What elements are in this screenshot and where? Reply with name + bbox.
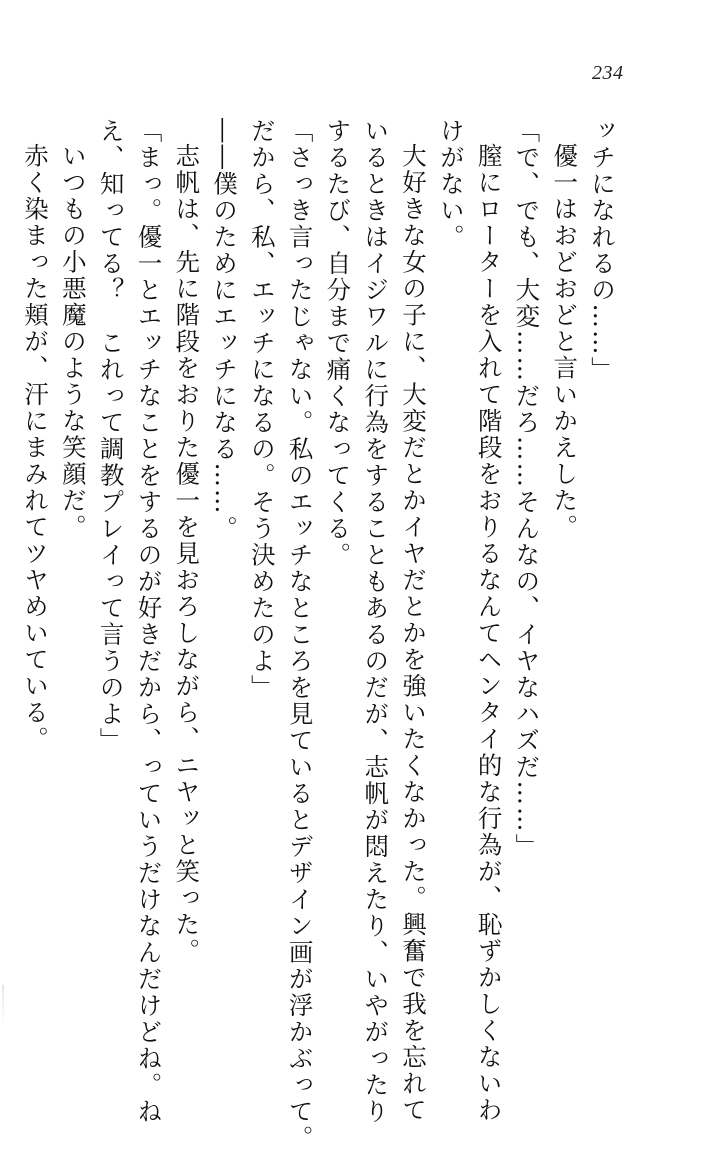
text-line: 「さっき言ったじゃない。私のエッチなところを見ているとデザイン画が浮かぶって。 [285,118,315,1152]
vertical-text-body [16,118,621,1152]
text-line: 「で、でも、大変……だろ……そんなの、イヤなハズだ……」 [512,118,542,860]
text-line: するたび、自分まで痛くなってくる。 [323,118,353,569]
text-line: いるときはイジワルに行為をすることもあるのだが、志帆が悶えたり、いやがったり [361,118,391,1125]
text-line: 志帆は、先に階段をおりた優一を見おろしながら、ニヤッと笑った。 [172,142,202,964]
text-line: 赤く染まった頬が、汗にまみれてツヤめいている。 [21,142,51,752]
text-line: 膣にローターを入れて階段をおりるなんてヘンタイ的な行為が、恥ずかしくないわ [474,142,504,1123]
text-line: 大好きな女の子に、大変だとかイヤだとかを強いたくなかった。興奮で我を忘れて [399,142,429,1123]
text-line: だから、私、エッチになるの。そう決めたのよ」 [247,118,277,701]
page-number: 234 [592,62,624,84]
page-edge-shadow [2,985,4,1025]
text-line: え、知ってる？ これって調教プレイって言うのよ」 [96,118,126,754]
text-line: 優一はおどおどと言いかえした。 [550,142,580,540]
text-line: 「まっ。優一とエッチなことをするのが好きだから、っていうだけなんだけどね。ね [134,118,164,1125]
text-line: けがない。 [436,118,466,251]
text-line: いつもの小悪魔のような笑顔だ。 [58,142,88,540]
text-line: ――僕のためにエッチになる……。 [210,118,240,542]
text-line: ッチになれるの……」 [588,118,617,383]
